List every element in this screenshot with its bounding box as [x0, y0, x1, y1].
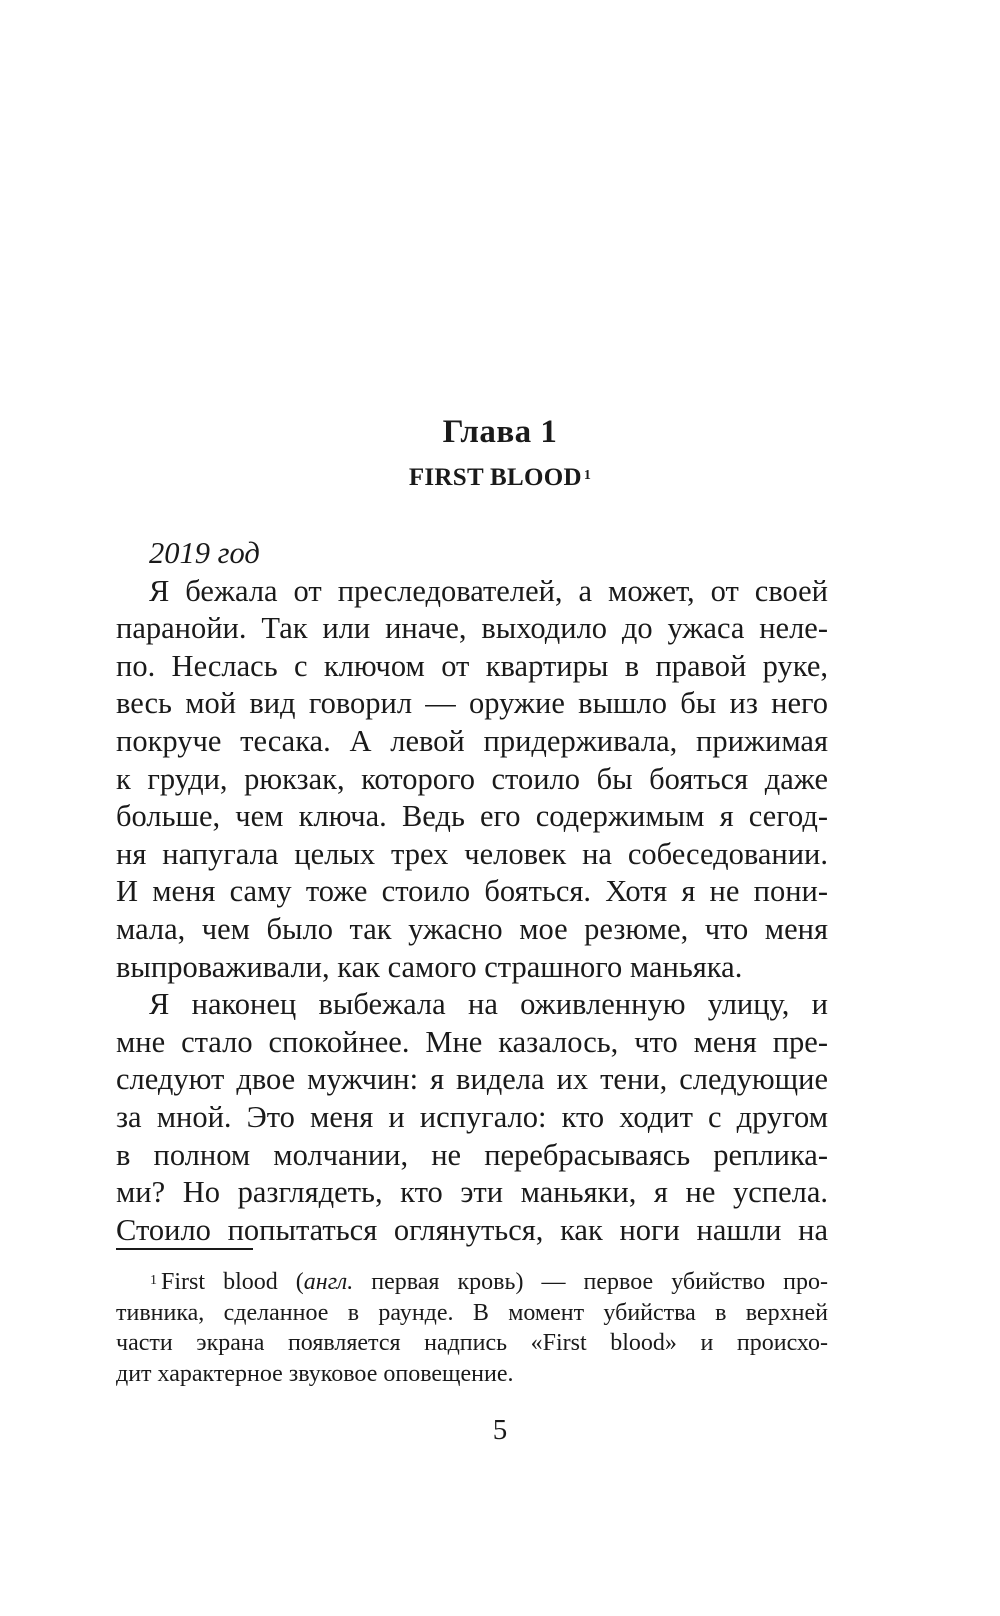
footnote-line: [116, 1267, 828, 1298]
text-line: Я наконец выбежала на оживленную улицу, и: [149, 987, 828, 1022]
text-line: Я бежала от преследователей, а может, от своей: [149, 573, 828, 608]
text-line: следуют двое мужчин: я видела их тени, следующие: [116, 1062, 828, 1097]
footnote-line: дит характерное звуковое оповещение.: [116, 1360, 514, 1387]
text-line: за мной. Это меня и испугало: кто ходит с другом: [116, 1099, 828, 1134]
text-line: к груди, рюкзак, которого стоило бы бояться даже: [116, 761, 828, 796]
text-line: больше, чем ключа. Ведь его содержимым я сегод-: [116, 799, 828, 834]
footnote: [116, 1267, 828, 1389]
text-line: мне стало спокойнее. Мне казалось, что меня пре-: [116, 1024, 828, 1059]
footnote-line: тивника, сделанное в раунде. В момент убийства в верхней: [116, 1299, 828, 1326]
text-line: паранойи. Так или иначе, выходило до ужаса неле-: [116, 611, 828, 646]
chapter-subtitle-text: FIRST BLOOD: [408, 464, 582, 491]
footnote-text-start: First blood (: [161, 1269, 304, 1295]
footnote-reference: 1: [583, 468, 592, 483]
footnote-marker: 1: [150, 1273, 157, 1288]
text-line: по. Неслась с ключом от квартиры в правой руке,: [116, 648, 828, 683]
text-line: мала, чем было так ужасно мое резюме, что меня: [116, 911, 828, 946]
text-line: покруче тесака. А левой придерживала, прижимая: [116, 723, 828, 758]
footnote-text-end: первая кровь) — первое убийство про-: [353, 1269, 828, 1295]
chapter-title: Глава 1: [442, 414, 558, 450]
chapter-subtitle: [0, 462, 1000, 494]
text-line: в полном молчании, не перебрасываясь реплика-: [116, 1137, 828, 1172]
text-line: Стоило попытаться оглянуться, как ноги нашли на: [116, 1212, 828, 1247]
page-number: 5: [492, 1414, 508, 1446]
text-line: выпроваживали, как самого страшного маньяка.: [116, 949, 743, 984]
text-line: ня напугала целых трех человек на собеседовании.: [116, 836, 828, 871]
date-line: 2019 год: [149, 536, 260, 570]
text-line: весь мой вид говорил — оружие вышло бы из него: [116, 686, 828, 721]
text-line: И меня саму тоже стоило бояться. Хотя я не пони-: [116, 874, 828, 909]
body-text: [116, 535, 828, 1249]
footnote-italic-abbr: англ.: [303, 1269, 354, 1295]
footnote-divider: [116, 1248, 253, 1250]
footnote-line: части экрана появляется надпись «First blood» и происхо-: [116, 1330, 828, 1356]
text-line: ми? Но разглядеть, кто эти маньяки, я не успела.: [116, 1175, 828, 1210]
